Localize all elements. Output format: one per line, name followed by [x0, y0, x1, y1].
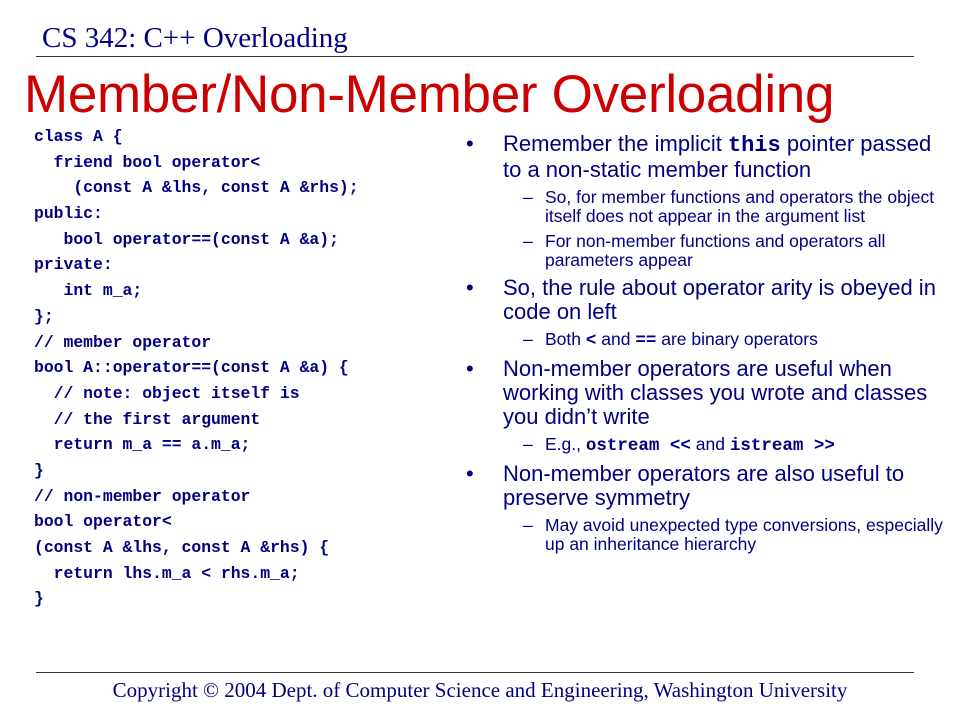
code-line: class A {	[34, 127, 123, 146]
subbullet-text: and	[690, 434, 730, 454]
subbullet-binary-operators	[466, 330, 946, 351]
bullet-marker: •	[466, 356, 474, 381]
code-line: return m_a == a.m_a;	[34, 435, 251, 455]
inline-code: ostream <<	[585, 436, 691, 456]
bullet-arity-rule	[466, 276, 946, 324]
subbullet-text: are binary operators	[656, 329, 818, 349]
subbullet-non-member-functions	[466, 232, 946, 270]
subbullet-text: May avoid unexpected type conversions, especially up an inheritance hierarchy	[545, 515, 943, 554]
subbullet-member-functions	[466, 188, 946, 226]
bullet-text: Non-member operators are useful when working with classes you wrote and classes you didn’t write	[503, 356, 928, 429]
code-line: public:	[34, 204, 103, 224]
slide-title: Member/Non-Member Overloading	[24, 65, 835, 124]
dash-marker: –	[523, 187, 533, 207]
code-line: int m_a;	[34, 281, 143, 301]
code-block	[34, 124, 474, 612]
bullet-text: Non-member operators are also useful to preserve symmetry	[503, 461, 905, 510]
bullet-text: pointer passed to a non-static member function	[503, 131, 932, 182]
bullet-useful-classes	[466, 357, 946, 429]
bullet-list	[466, 132, 946, 560]
dash-marker: –	[523, 231, 533, 251]
bullet-text: Remember the implicit	[503, 131, 728, 156]
code-line: bool A::operator==(const A &a) {	[34, 358, 349, 378]
inline-code: ==	[635, 331, 657, 351]
bullet-marker: •	[466, 131, 474, 156]
subbullet-stream-example	[466, 435, 946, 456]
dash-marker: –	[523, 515, 533, 535]
code-line: bool operator<	[34, 512, 172, 532]
code-line: }	[34, 460, 44, 480]
bullet-marker: •	[466, 461, 474, 486]
subbullet-text: For non-member functions and operators all parameters appear	[545, 231, 886, 270]
code-line: bool operator==(const A &a);	[34, 229, 339, 249]
bullet-symmetry	[466, 462, 946, 510]
code-line: return lhs.m_a < rhs.m_a;	[34, 563, 300, 583]
course-title: CS 342: C++ Overloading	[42, 22, 348, 54]
bullet-marker: •	[466, 275, 474, 300]
inline-code: this	[727, 133, 781, 158]
code-line: private:	[34, 255, 113, 275]
bullet-implicit-this	[466, 132, 946, 182]
dash-marker: –	[523, 434, 533, 454]
code-line: friend bool operator<	[34, 152, 261, 172]
code-line: // non-member operator	[34, 486, 251, 506]
dash-marker: –	[523, 329, 533, 349]
code-line: (const A &lhs, const A &rhs) {	[34, 538, 330, 557]
header-divider	[36, 56, 914, 57]
bullet-text: So, the rule about operator arity is obeyed in code on left	[503, 275, 936, 324]
inline-code: istream >>	[729, 436, 835, 456]
code-line: // member operator	[34, 332, 212, 352]
subbullet-text: E.g.,	[545, 434, 586, 454]
code-line: }	[34, 589, 44, 609]
subbullet-type-conversions	[466, 516, 946, 554]
footer-copyright: Copyright © 2004 Dept. of Computer Science and Engineering, Washington University	[112, 678, 848, 702]
code-line: // the first argument	[34, 409, 261, 429]
code-line: (const A &lhs, const A &rhs);	[34, 178, 359, 198]
inline-code: <	[585, 331, 597, 351]
footer-divider	[36, 672, 914, 673]
code-line: };	[34, 306, 54, 326]
subbullet-text: Both	[545, 329, 586, 349]
subbullet-text: So, for member functions and operators the object itself does not appear in the argument list	[545, 187, 935, 226]
code-line: // note: object itself is	[34, 383, 300, 403]
subbullet-text: and	[596, 329, 636, 349]
